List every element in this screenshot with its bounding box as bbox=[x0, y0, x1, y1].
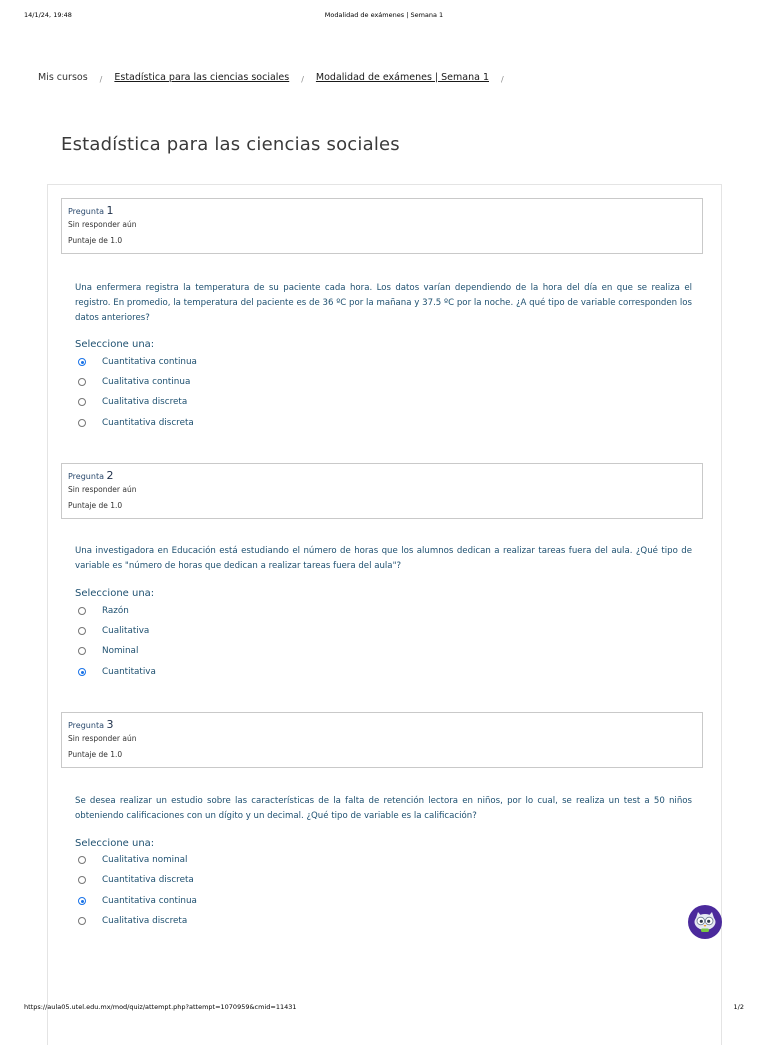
answer-label: Cuantitativa continua bbox=[102, 896, 197, 906]
answer-label: Cualitativa bbox=[102, 626, 150, 636]
answer-label: Cualitativa discreta bbox=[102, 916, 188, 926]
question-text-3: Se desea realizar un estudio sobre las características de la falta de retención lectora en niños, por lo cual, se realiza un test a 50 niños obteniendo calificaciones con un dígito y un decimal. ¿Qué tipo de variable es la calificación? bbox=[75, 796, 692, 821]
question-text-1: Una enfermera registra la temperatura de su paciente cada hora. Los datos varían dependiendo de la hora del día en que se realiza el registro. En promedio, la temperatura del paciente es de 36 ºC por la mañana y 37.5 ºC por la noche. ¿A qué tipo de variable corresponden los datos anteriores? bbox=[75, 283, 692, 323]
answer-option[interactable] bbox=[78, 606, 129, 616]
answer-option[interactable] bbox=[78, 875, 194, 885]
radio-icon[interactable] bbox=[78, 876, 86, 884]
question-grade: Puntaje de 1.0 bbox=[68, 236, 123, 245]
question-number-value: 1 bbox=[106, 204, 114, 217]
question-info-1 bbox=[61, 198, 703, 254]
question-number bbox=[68, 718, 696, 732]
answer-label: Cualitativa continua bbox=[102, 377, 191, 387]
breadcrumb-quiz[interactable]: Modalidad de exámenes | Semana 1 bbox=[315, 72, 489, 83]
question-state: Sin responder aún bbox=[68, 485, 137, 494]
answer-label: Cualitativa discreta bbox=[102, 397, 188, 407]
print-title: Modalidad de exámenes | Semana 1 bbox=[324, 11, 444, 19]
answer-option[interactable] bbox=[78, 357, 197, 367]
question-grade: Puntaje de 1.0 bbox=[68, 501, 123, 510]
answer-option[interactable] bbox=[78, 397, 187, 407]
question-number-value: 2 bbox=[106, 469, 114, 482]
page-title: Estadística para las ciencias sociales bbox=[61, 134, 400, 155]
question-state: Sin responder aún bbox=[68, 734, 137, 743]
radio-icon[interactable] bbox=[78, 917, 86, 925]
radio-icon[interactable] bbox=[78, 647, 86, 655]
answer-option[interactable] bbox=[78, 896, 197, 906]
radio-icon[interactable] bbox=[78, 398, 86, 406]
question-number bbox=[68, 469, 696, 483]
print-date: 14/1/24, 19:48 bbox=[24, 11, 72, 19]
answer-label: Cuantitativa bbox=[102, 667, 156, 677]
breadcrumb-mis-cursos[interactable]: Mis cursos bbox=[38, 72, 88, 83]
question-number bbox=[68, 204, 696, 218]
radio-checked-icon[interactable] bbox=[78, 897, 86, 905]
breadcrumb-separator: / bbox=[99, 75, 103, 84]
answer-label: Razón bbox=[102, 606, 129, 616]
answer-label: Nominal bbox=[102, 646, 139, 656]
breadcrumb bbox=[38, 72, 516, 83]
radio-checked-icon[interactable] bbox=[78, 358, 86, 366]
answer-label: Cualitativa nominal bbox=[102, 855, 188, 865]
question-info-3 bbox=[61, 712, 703, 768]
answer-label: Cuantitativa continua bbox=[102, 357, 197, 367]
chat-widget-button[interactable] bbox=[688, 905, 722, 939]
question-label: Pregunta bbox=[68, 472, 104, 481]
question-state: Sin responder aún bbox=[68, 220, 137, 229]
answer-prompt: Seleccione una: bbox=[75, 838, 155, 849]
radio-icon[interactable] bbox=[78, 856, 86, 864]
answer-option[interactable] bbox=[78, 855, 188, 865]
question-info-2 bbox=[61, 463, 703, 519]
answer-option[interactable] bbox=[78, 377, 190, 387]
answer-label: Cuantitativa discreta bbox=[102, 875, 194, 885]
breadcrumb-separator: / bbox=[301, 75, 304, 84]
answer-option[interactable] bbox=[78, 626, 149, 636]
question-grade: Puntaje de 1.0 bbox=[68, 750, 123, 759]
radio-icon[interactable] bbox=[78, 419, 86, 427]
answer-prompt: Seleccione una: bbox=[75, 588, 155, 599]
question-label: Pregunta bbox=[68, 721, 104, 730]
breadcrumb-separator: / bbox=[501, 75, 504, 84]
answer-label: Cuantitativa discreta bbox=[102, 418, 194, 428]
print-url: https://aula05.utel.edu.mx/mod/quiz/attempt.php?attempt=1070959&cmid=11431 bbox=[24, 1003, 297, 1011]
answer-option[interactable] bbox=[78, 667, 156, 677]
answer-option[interactable] bbox=[78, 418, 194, 428]
breadcrumb-course[interactable]: Estadística para las ciencias sociales bbox=[114, 72, 290, 83]
question-text-2: Una investigadora en Educación está estudiando el número de horas que los alumnos dedican a realizar tareas fuera del aula. ¿Qué tipo de variable es "número de horas que dedican a realizar tareas fuera del aula"? bbox=[75, 546, 692, 571]
chatbot-owl-icon bbox=[688, 905, 722, 939]
answer-prompt: Seleccione una: bbox=[75, 339, 155, 350]
radio-checked-icon[interactable] bbox=[78, 668, 86, 676]
print-page-number: 1/2 bbox=[733, 1003, 744, 1011]
answer-option[interactable] bbox=[78, 916, 187, 926]
question-label: Pregunta bbox=[68, 207, 104, 216]
question-number-value: 3 bbox=[106, 718, 114, 731]
radio-icon[interactable] bbox=[78, 607, 86, 615]
radio-icon[interactable] bbox=[78, 627, 86, 635]
answer-option[interactable] bbox=[78, 646, 138, 656]
radio-icon[interactable] bbox=[78, 378, 86, 386]
